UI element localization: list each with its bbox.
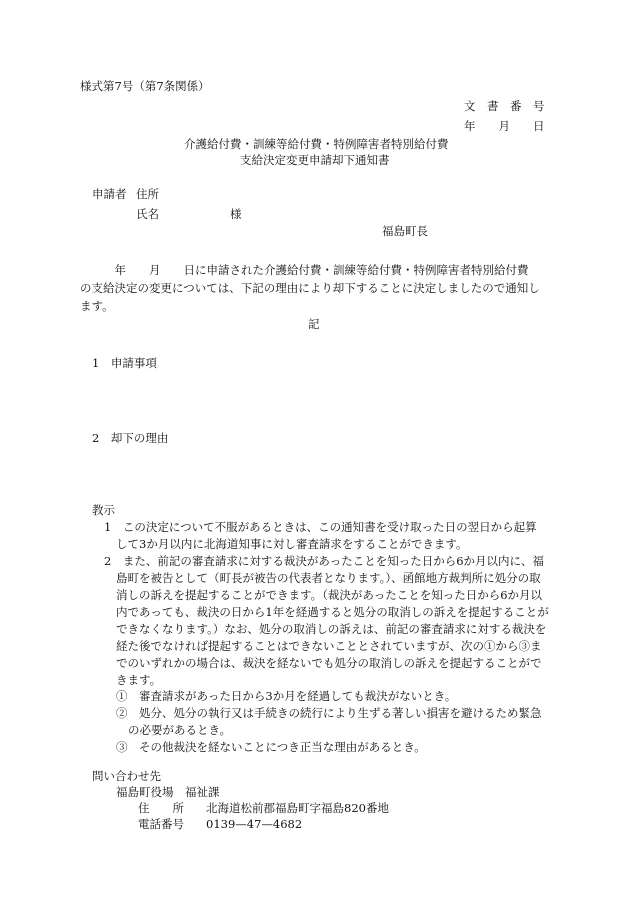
contact-heading: 問い合わせ先 xyxy=(92,769,161,783)
contact-office: 福島町役場 福祉課 xyxy=(116,785,220,799)
notice-p1-line: 1 この決定について不服があるときは、この通知書を受け取った日の翌日から起算 xyxy=(104,520,537,534)
body-line-3: ます。 xyxy=(80,299,114,313)
notice-case-2-line: の必要があるとき。 xyxy=(128,723,232,737)
contact-address-label: 住 所 xyxy=(138,801,184,815)
contact-phone-label: 電話番号 xyxy=(138,817,184,831)
notice-p2-line: 2 また、前記の審査請求に対する裁決があったことを知った日から6か月以内に、福 xyxy=(104,554,545,568)
notice-case-3: ③ その他裁決を経ないことにつき正当な理由があるとき。 xyxy=(116,740,426,754)
notice-case-2-line: ② 処分、処分の執行又は手続きの続行により生ずる著しい損害を避けるため緊急 xyxy=(116,706,542,720)
notice-p2-line: 島町を被告として（町長が被告の代表者となります。）、函館地方裁判所に処分の取 xyxy=(116,571,541,585)
notice-p2-line: 消しの訴えを提起することができます。（裁決があったことを知った日から6か月以 xyxy=(116,588,543,602)
item-rejection-reason: 2 却下の理由 xyxy=(92,431,169,445)
applicant-address-label: 住所 xyxy=(136,187,159,201)
contact-phone: 0139—47—4682 xyxy=(206,817,303,831)
notice-p2-line: きます。 xyxy=(116,673,162,687)
notice-p1-line: して3か月以内に北海道知事に対し審査請求をすることができます。 xyxy=(116,537,468,551)
title-line-1: 介護給付費・訓練等給付費・特例障害者特別給付費 xyxy=(184,137,449,151)
notice-p2-line: 内であっても、裁決の日から1年を経過すると処分の取消しの訴えを提起することが xyxy=(116,605,549,619)
honorific: 様 xyxy=(230,207,242,221)
notice-p2-line: できなくなります。）なお、処分の取消しの訴えは、前記の審査請求に対する裁決を xyxy=(116,622,547,636)
ki-heading: 記 xyxy=(308,317,320,331)
body-line-1: 年 月 日に申請された介護給付費・訓練等給付費・特例障害者特別給付費 xyxy=(80,263,529,277)
issuer: 福島町長 xyxy=(382,224,428,238)
applicant-label: 申請者 xyxy=(92,187,127,201)
notice-case-1: ① 審査請求があった日から3か月を経過しても裁決がないとき。 xyxy=(116,689,457,703)
notice-heading: 教示 xyxy=(92,503,115,517)
notice-p2-line: 経た後でなければ提起することはできないこととされていますが、次の①から③ま xyxy=(116,639,542,653)
applicant-name-label: 氏名 xyxy=(136,207,159,221)
title-line-2: 支給決定変更申請却下通知書 xyxy=(240,153,390,167)
document-number: 文 書 番 号 xyxy=(464,99,545,113)
document-date: 年 月 日 xyxy=(464,119,545,133)
form-label: 様式第7号（第7条関係） xyxy=(80,79,210,93)
body-line-2: の支給決定の変更については、下記の理由により却下することに決定しましたので通知し xyxy=(80,281,540,295)
item-application: 1 申請事項 xyxy=(92,356,157,370)
contact-address: 北海道松前郡福島町字福島820番地 xyxy=(206,801,389,815)
notice-p2-line: でのいずれかの場合は、裁決を経ないでも処分の取消しの訴えを提起することがで xyxy=(116,656,542,670)
